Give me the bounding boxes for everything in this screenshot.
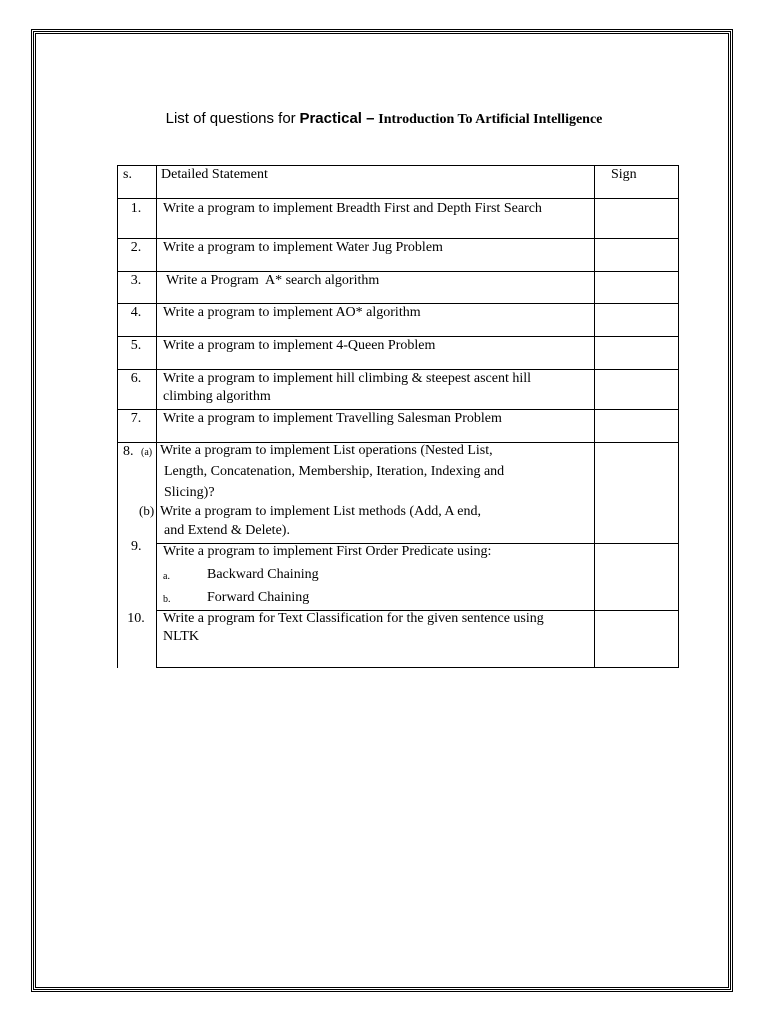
title-prefix: List of questions for [165, 110, 296, 127]
row-number: 9. [131, 539, 142, 554]
row-statement: Write a program for Text Classification for the given sentence using [163, 611, 544, 626]
row-statement: Write a program to implement List methods (Add, A end, [160, 504, 481, 519]
row-statement: Write a program to implement AO* algorithm [163, 305, 421, 320]
row-number: 1. [130, 201, 142, 216]
row-statement: Length, Concatenation, Membership, Iteration, Indexing and [164, 464, 505, 479]
document-title [0, 110, 768, 128]
list-marker: b. [163, 594, 171, 605]
header-sno: s. [123, 167, 132, 182]
table-border-bottom [156, 667, 679, 668]
sub-item-marker: (b) [139, 503, 155, 518]
list-marker: a. [163, 571, 170, 582]
row-statement: Write a program to implement Breadth First and Depth First Search [163, 201, 542, 216]
column-divider-sign [594, 165, 595, 668]
row-statement: climbing algorithm [163, 389, 271, 404]
row-number: 3. [130, 273, 142, 288]
row-statement: Write a Program A* search algorithm [166, 273, 380, 288]
row-statement: Write a program to implement First Order Predicate using: [163, 544, 492, 559]
row-statement: Write a program to implement Water Jug Problem [163, 240, 443, 255]
list-item: Backward Chaining [207, 567, 319, 582]
row-number: 8. [123, 444, 134, 459]
column-divider-sno [156, 165, 157, 668]
table-border-right [678, 165, 679, 668]
row-number: 6. [130, 371, 142, 386]
questions-table [117, 165, 679, 668]
row-divider [117, 198, 679, 199]
row-statement: Write a program to implement Travelling Salesman Problem [163, 411, 502, 426]
row-number: 5. [130, 338, 142, 353]
row-number: 10. [127, 611, 145, 626]
row-statement: Slicing)? [164, 485, 215, 500]
row-statement: Write a program to implement List operations (Nested List, [160, 443, 493, 458]
header-sign: Sign [611, 167, 637, 182]
row-number: 4. [130, 305, 142, 320]
row-statement: Write a program to implement 4-Queen Problem [163, 338, 436, 353]
row-number: 7. [130, 411, 142, 426]
title-practical: Practical – [299, 110, 375, 127]
list-item: Forward Chaining [207, 590, 310, 605]
row-statement: NLTK [163, 629, 200, 644]
row-statement: Write a program to implement hill climbing & steepest ascent hill [163, 371, 532, 386]
row-number: 2. [130, 240, 142, 255]
row-statement: and Extend & Delete). [164, 523, 290, 538]
title-subject: Introduction To Artificial Intelligence [378, 112, 603, 127]
sub-item-marker: (a) [141, 447, 153, 458]
header-statement: Detailed Statement [161, 167, 268, 182]
